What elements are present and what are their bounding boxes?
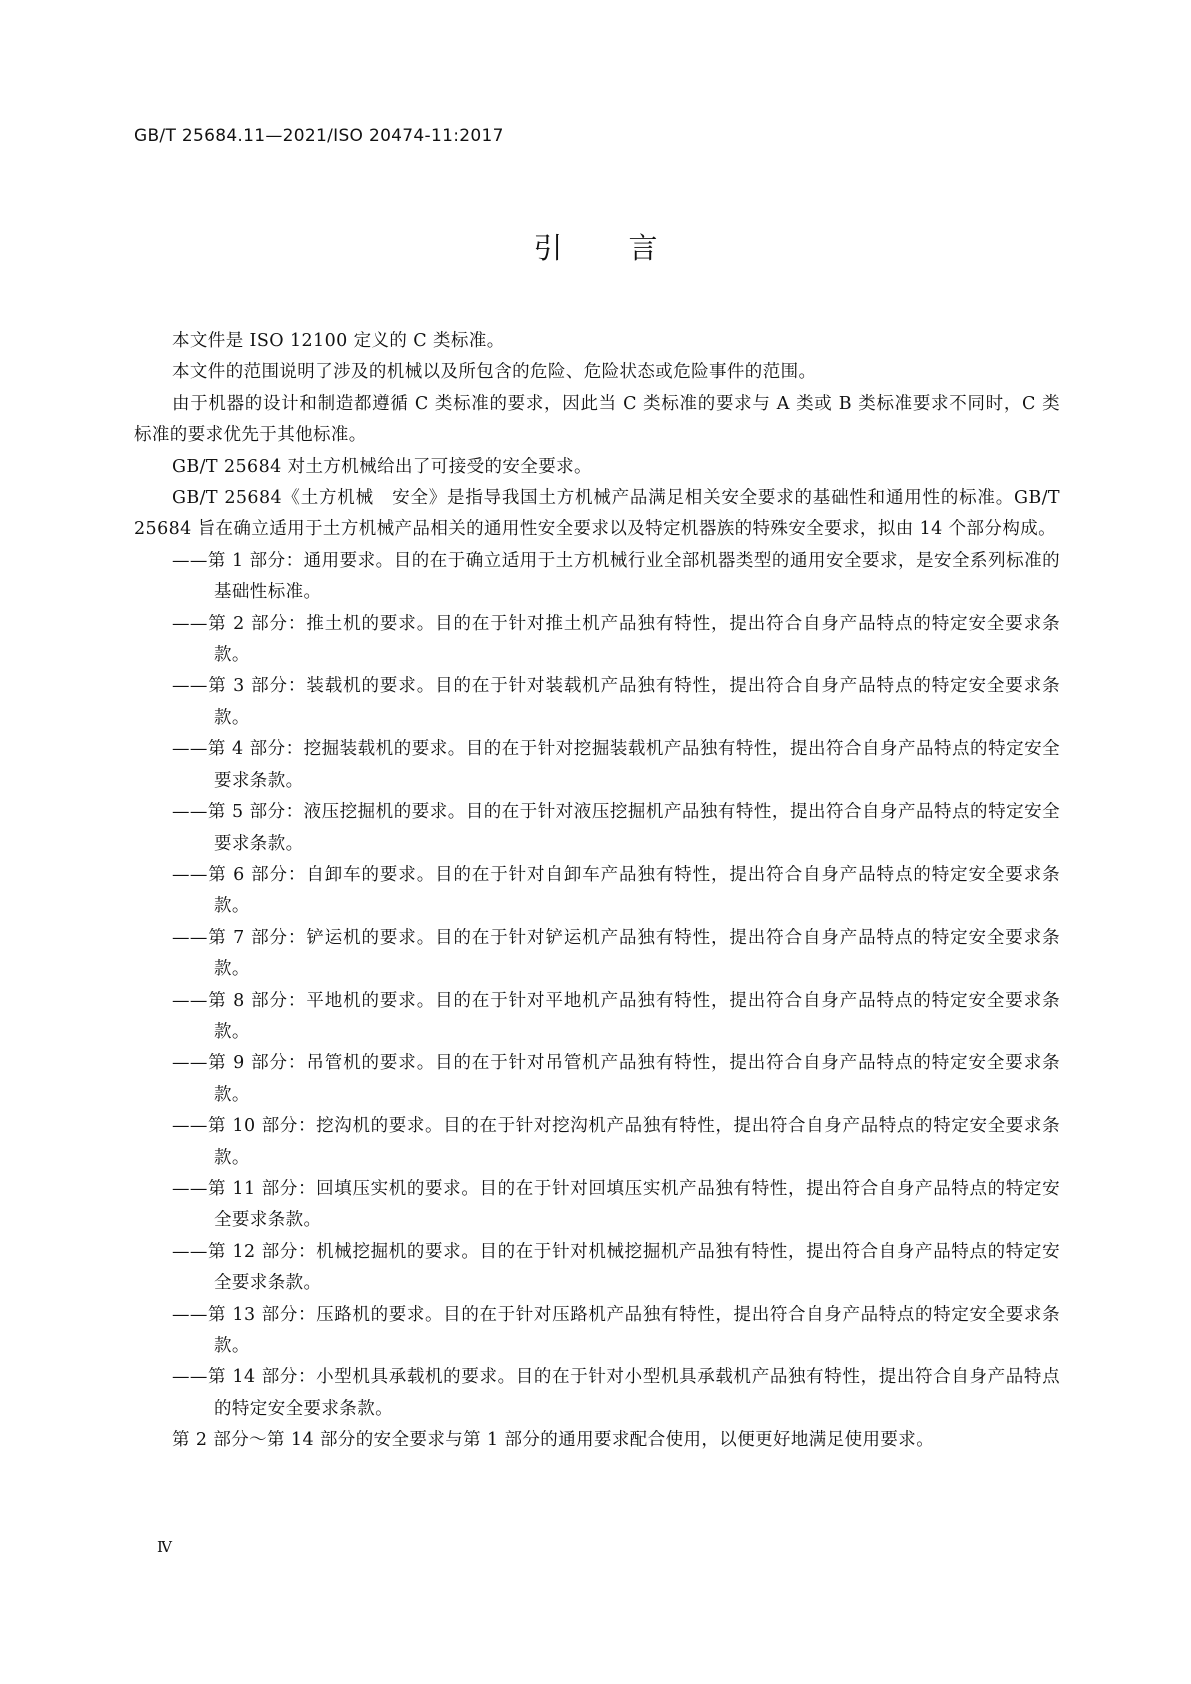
part-description: 挖沟机的要求。目的在于针对挖沟机产品独有特性，提出符合自身产品特点的特定安全要求条款。 [214, 1116, 1060, 1168]
part-label: ——第 8 部分： [172, 990, 307, 1011]
list-item [134, 546, 1060, 609]
part-label: ——第 12 部分： [172, 1241, 317, 1262]
list-item [134, 1237, 1060, 1300]
part-label: ——第 11 部分： [172, 1178, 317, 1199]
list-item [134, 1174, 1060, 1237]
part-description: 平地机的要求。目的在于针对平地机产品独有特性，提出符合自身产品特点的特定安全要求条款。 [214, 990, 1060, 1042]
part-label: ——第 3 部分： [172, 676, 307, 697]
intro-paragraph-5: GB/T 25684《土方机械 安全》是指导我国土方机械产品满足相关安全要求的基础性和通用性的标准。GB/T 25684 旨在确立适用于土方机械产品相关的通用性安全要求以及特定机器族的特殊安全要求，拟由 14 个部分构成。 [134, 488, 1060, 540]
list-item [134, 671, 1060, 734]
part-label: ——第 2 部分： [172, 613, 307, 634]
intro-paragraph-4: GB/T 25684 对土方机械给出了可接受的安全要求。 [172, 456, 592, 477]
list-item [134, 1111, 1060, 1174]
part-label: ——第 10 部分： [172, 1116, 317, 1137]
list-item [134, 797, 1060, 860]
standard-code: GB/T 25684.11—2021/ISO 20474-11:2017 [134, 126, 504, 146]
list-item [134, 1048, 1060, 1111]
part-label: ——第 14 部分： [172, 1367, 317, 1388]
part-description: 吊管机的要求。目的在于针对吊管机产品独有特性，提出符合自身产品特点的特定安全要求条款。 [214, 1053, 1060, 1105]
part-description: 小型机具承载机的要求。目的在于针对小型机具承载机产品独有特性，提出符合自身产品特点的特定安全要求条款。 [214, 1367, 1060, 1419]
document-body [134, 326, 1060, 1457]
part-description: 机械挖掘机的要求。目的在于针对机械挖掘机产品独有特性，提出符合自身产品特点的特定安全要求条款。 [214, 1241, 1060, 1294]
page-number: Ⅳ [157, 1538, 172, 1556]
list-item [134, 860, 1060, 923]
part-label: ——第 4 部分： [172, 739, 304, 760]
part-description: 推土机的要求。目的在于针对推土机产品独有特性，提出符合自身产品特点的特定安全要求条款。 [214, 613, 1060, 666]
intro-paragraph-1: 本文件是 ISO 12100 定义的 C 类标准。 [172, 331, 505, 351]
list-item [134, 923, 1060, 986]
closing-paragraph: 第 2 部分～第 14 部分的安全要求与第 1 部分的通用要求配合使用，以便更好地满足使用要求。 [172, 1430, 935, 1451]
list-item [134, 986, 1060, 1049]
part-label: ——第 13 部分： [172, 1304, 317, 1325]
part-description: 自卸车的要求。目的在于针对自卸车产品独有特性，提出符合自身产品特点的特定安全要求条款。 [214, 864, 1060, 917]
part-label: ——第 7 部分： [172, 927, 307, 948]
part-description: 压路机的要求。目的在于针对压路机产品独有特性，提出符合自身产品特点的特定安全要求条款。 [214, 1304, 1060, 1356]
part-label: ——第 5 部分： [172, 802, 304, 823]
part-description: 装载机的要求。目的在于针对装载机产品独有特性，提出符合自身产品特点的特定安全要求条款。 [214, 676, 1060, 728]
part-label: ——第 9 部分： [172, 1053, 307, 1074]
list-item [134, 734, 1060, 797]
list-item [134, 609, 1060, 672]
intro-paragraph-2: 本文件的范围说明了涉及的机械以及所包含的危险、危险状态或危险事件的范围。 [172, 362, 817, 383]
part-description: 铲运机的要求。目的在于针对铲运机产品独有特性，提出符合自身产品特点的特定安全要求条款。 [214, 927, 1060, 980]
list-item [134, 1362, 1060, 1425]
part-label: ——第 6 部分： [172, 864, 307, 885]
part-label: ——第 1 部分： [172, 550, 304, 571]
section-title: 引言 [533, 231, 724, 265]
list-item [134, 1300, 1060, 1363]
part-description: 挖掘装载机的要求。目的在于针对挖掘装载机产品独有特性，提出符合自身产品特点的特定安全要求条款。 [214, 739, 1061, 791]
part-description: 液压挖掘机的要求。目的在于针对液压挖掘机产品独有特性，提出符合自身产品特点的特定安全要求条款。 [214, 802, 1061, 854]
part-description: 回填压实机的要求。目的在于针对回填压实机产品独有特性，提出符合自身产品特点的特定安全要求条款。 [214, 1178, 1060, 1231]
intro-paragraph-3: 由于机器的设计和制造都遵循 C 类标准的要求，因此当 C 类标准的要求与 A 类或 B 类标准要求不同时，C 类标准的要求优先于其他标准。 [134, 393, 1060, 446]
part-description: 通用要求。目的在于确立适用于土方机械行业全部机器类型的通用安全要求，是安全系列标准的基础性标准。 [214, 550, 1061, 603]
parts-list [134, 546, 1060, 1425]
